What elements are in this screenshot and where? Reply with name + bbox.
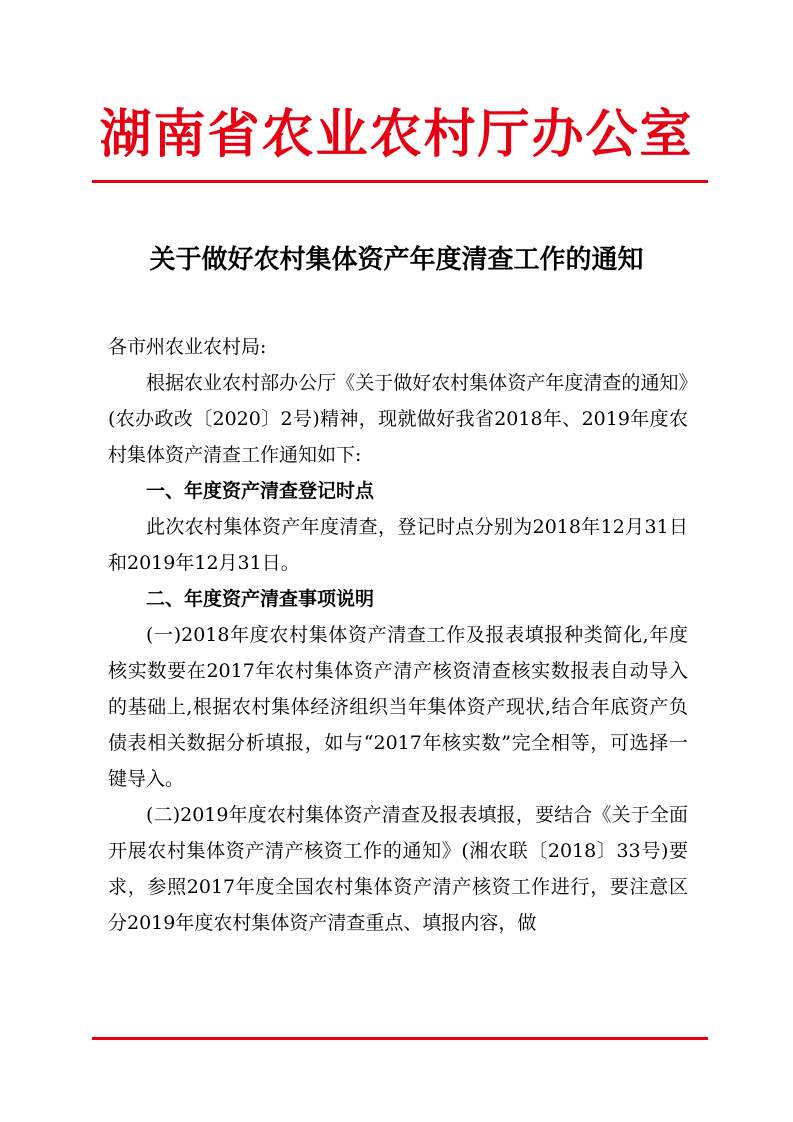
section-1-paragraph: 此次农村集体资产年度清查，登记时点分别为2018年12月31日和2019年12月31日。 bbox=[108, 516, 688, 574]
document-title: 关于做好农村集体资产年度清查工作的通知 bbox=[149, 245, 644, 275]
section-1-heading: 一、年度资产清查登记时点 bbox=[146, 480, 375, 502]
salutation: 各市州农业农村局: bbox=[108, 336, 267, 358]
section-2-item-1: (一)2018年度农村集体资产清查工作及报表填报种类简化,年度核实数要在2017年农村集体资产清产核资清查核实数报表自动导入的基础上,根据农村集体经济组织当年集体资产现状,结合年底资产负债表相关数据分析填报，如与“2017年核实数”完全相等，可选择一键导入。 bbox=[108, 624, 688, 790]
section-2-item-2: (二)2019年度农村集体资产清查及报表填报，要结合《关于全面开展农村集体资产清产核资工作的通知》(湘农联〔2018〕33号)要求，参照2017年度全国农村集体资产清产核资工作进行，要注意区分2019年度农村集体资产清查重点、填报内容，做 bbox=[108, 804, 688, 934]
header-divider bbox=[92, 180, 708, 183]
intro-paragraph: 根据农业农村部办公厅《关于做好农村集体资产年度清查的通知》(农办政改〔2020〕2号)精神，现就做好我省2018年、2019年度农村集体资产清查工作通知如下: bbox=[108, 372, 688, 466]
section-2-heading: 二、年度资产清查事项说明 bbox=[146, 588, 375, 610]
org-title: 湖南省农业农村厅办公室 bbox=[99, 104, 694, 165]
footer-divider bbox=[92, 1037, 708, 1040]
document-body bbox=[108, 329, 688, 941]
